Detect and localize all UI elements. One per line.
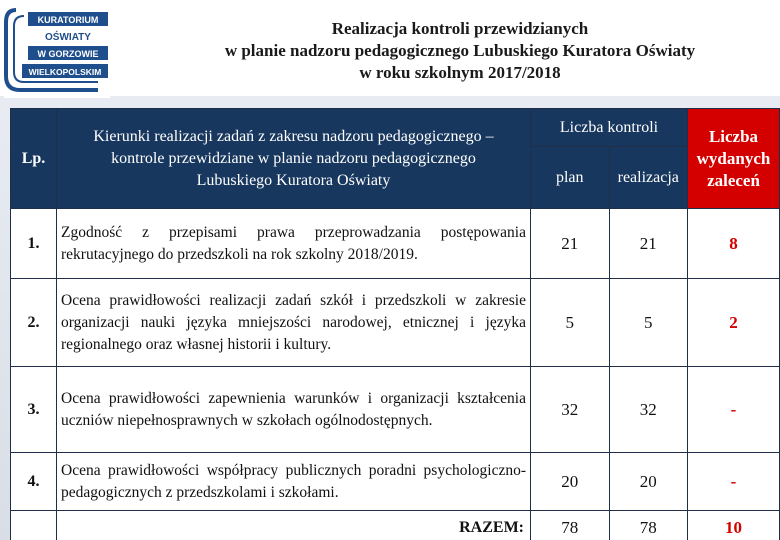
header-lp: Lp. bbox=[11, 109, 57, 209]
row-zalecenia: 2 bbox=[688, 279, 780, 367]
row-zalecenia: - bbox=[688, 453, 780, 511]
svg-text:OŚWIATY: OŚWIATY bbox=[45, 32, 91, 43]
row-realizacja: 21 bbox=[609, 209, 688, 279]
header-realizacja: realizacja bbox=[609, 147, 688, 209]
header-zalecenia: Liczba wydanych zaleceń bbox=[688, 109, 780, 209]
header-row-1 bbox=[11, 109, 780, 147]
row-plan: 5 bbox=[531, 279, 610, 367]
title-line-3: w roku szkolnym 2017/2018 bbox=[359, 63, 561, 82]
total-row bbox=[11, 511, 780, 540]
total-zalecenia: 10 bbox=[688, 511, 780, 540]
title-line-2: w planie nadzoru pedagogicznego Lubuskiego Kuratora Oświaty bbox=[224, 41, 696, 60]
inspections-table bbox=[10, 108, 780, 540]
row-lp: 3. bbox=[11, 367, 57, 453]
table-row bbox=[11, 279, 780, 367]
svg-text:W GORZOWIE: W GORZOWIE bbox=[37, 49, 99, 59]
total-plan: 78 bbox=[531, 511, 610, 540]
row-lp: 4. bbox=[11, 453, 57, 511]
table-row bbox=[11, 453, 780, 511]
row-desc: Ocena prawidłowości współpracy publicznych poradni psychologiczno-pedagogicznych z przedszkolami i szkołami. bbox=[57, 453, 531, 511]
row-desc: Ocena prawidłowości zapewnienia warunków i organizacji kształcenia uczniów niepełnosprawnych w szkołach ogólnodostępnych. bbox=[57, 367, 531, 453]
header-group: Liczba kontroli bbox=[531, 109, 688, 147]
row-lp: 2. bbox=[11, 279, 57, 367]
row-plan: 20 bbox=[531, 453, 610, 511]
table-row bbox=[11, 209, 780, 279]
svg-text:KURATORIUM: KURATORIUM bbox=[37, 15, 99, 25]
kuratorium-logo bbox=[2, 2, 112, 100]
table-row bbox=[11, 367, 780, 453]
total-empty-cell bbox=[11, 511, 57, 540]
title-line-1: Realizacja kontroli przewidzianych bbox=[331, 19, 589, 38]
header-plan: plan bbox=[531, 147, 610, 209]
row-plan: 21 bbox=[531, 209, 610, 279]
row-realizacja: 32 bbox=[609, 367, 688, 453]
row-zalecenia: 8 bbox=[688, 209, 780, 279]
total-realizacja: 78 bbox=[609, 511, 688, 540]
total-label: RAZEM: bbox=[57, 511, 531, 540]
page-title bbox=[200, 18, 720, 84]
row-realizacja: 20 bbox=[609, 453, 688, 511]
row-desc: Ocena prawidłowości realizacji zadań szkół i przedszkoli w zakresie organizacji nauki języka mniejszości narodowej, etnicznej i języka regionalnego oraz własnej historii i kultury. bbox=[57, 279, 531, 367]
row-lp: 1. bbox=[11, 209, 57, 279]
row-desc: Zgodność z przepisami prawa przeprowadzania postępowania rekrutacyjnego do przedszkoli na rok szkolny 2018/2019. bbox=[57, 209, 531, 279]
row-plan: 32 bbox=[531, 367, 610, 453]
row-realizacja: 5 bbox=[609, 279, 688, 367]
row-zalecenia: - bbox=[688, 367, 780, 453]
header-main: Kierunki realizacji zadań z zakresu nadzoru pedagogicznego – kontrole przewidziane w planie nadzoru pedagogicznego Lubuskiego Kuratora Oświaty bbox=[57, 109, 531, 209]
svg-text:WIELKOPOLSKIM: WIELKOPOLSKIM bbox=[28, 67, 102, 77]
